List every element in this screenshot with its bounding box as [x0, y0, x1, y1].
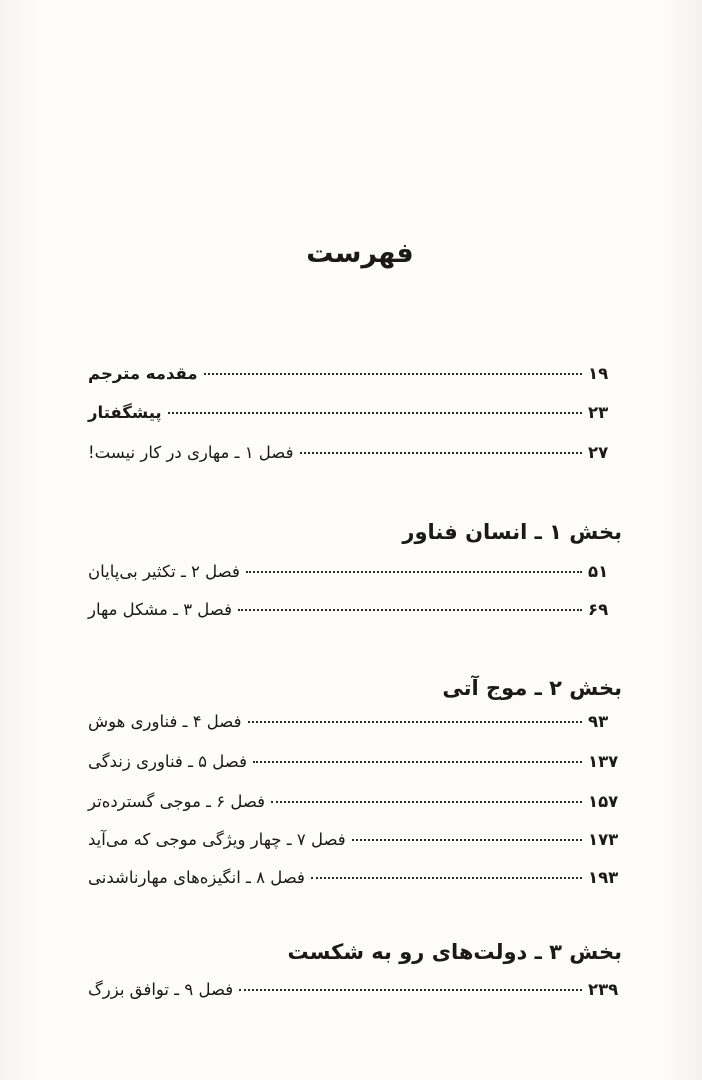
- toc-entry-label: فصل ۱ ـ مهاری در کار نیست!: [88, 443, 294, 462]
- leader-dots: [248, 721, 583, 723]
- leader-dots: [311, 877, 582, 879]
- toc-entry-page: ۱۹۳: [588, 868, 619, 887]
- leader-dots: [168, 412, 582, 414]
- leader-dots: [253, 761, 582, 763]
- toc-entry-label: فصل ۵ ـ فناوری زندگی: [88, 752, 247, 771]
- toc-entry-page: ۱۹: [588, 364, 609, 383]
- leader-dots: [204, 373, 582, 375]
- section-heading: بخش ۱ ـ انسان فناور: [402, 520, 622, 544]
- toc-entry-page: ۱۳۷: [588, 752, 619, 771]
- toc-entry: [88, 712, 622, 744]
- toc-entry: [88, 600, 622, 632]
- toc-entry-label: فصل ۴ ـ فناوری هوش: [88, 712, 242, 731]
- toc-entry-page: ۱۷۳: [588, 830, 619, 849]
- toc-entry-label: فصل ۷ ـ چهار ویژگی موجی که می‌آید: [88, 830, 346, 849]
- toc-entry: [88, 562, 622, 594]
- toc-entry: [88, 830, 622, 862]
- toc-entry-label: فصل ۲ ـ تکثیر بی‌پایان: [88, 562, 240, 581]
- toc-entry: [88, 868, 622, 900]
- toc-entry-page: ۵۱: [588, 562, 609, 581]
- toc-entry: [88, 443, 622, 475]
- toc-entry-label: مقدمه مترجم: [88, 364, 198, 383]
- toc-entry-label: پیشگفتار: [88, 403, 162, 422]
- toc-entry-label: فصل ۳ ـ مشکل مهار: [88, 600, 232, 619]
- toc-entry: [88, 980, 622, 1012]
- toc-entry-page: ۱۵۷: [588, 792, 619, 811]
- toc-entry-page: ۹۳: [588, 712, 609, 731]
- toc-entry-page: ۶۹: [588, 600, 609, 619]
- leader-dots: [300, 452, 583, 454]
- toc-entry-page: ۲۷: [588, 443, 609, 462]
- page-title: فهرست: [306, 238, 414, 269]
- section-heading: بخش ۳ ـ دولت‌های رو به شکست: [287, 940, 622, 964]
- toc-entry: [88, 752, 622, 784]
- toc-entry: [88, 792, 622, 824]
- leader-dots: [352, 839, 582, 841]
- toc-entry-page: ۲۳: [588, 403, 609, 422]
- toc-entry-label: فصل ۸ ـ انگیزه‌های مهارناشدنی: [88, 868, 305, 887]
- toc-entry-label: فصل ۶ ـ موجی گسترده‌تر: [88, 792, 266, 811]
- toc-entry: [88, 364, 622, 396]
- leader-dots: [246, 571, 582, 573]
- section-heading: بخش ۲ ـ موج آتی: [442, 676, 622, 700]
- toc-entry-label: فصل ۹ ـ توافق بزرگ: [88, 980, 234, 999]
- leader-dots: [238, 609, 582, 611]
- toc-entry-page: ۲۳۹: [588, 980, 619, 999]
- toc-entry: [88, 403, 622, 435]
- leader-dots: [271, 801, 582, 803]
- leader-dots: [239, 989, 582, 991]
